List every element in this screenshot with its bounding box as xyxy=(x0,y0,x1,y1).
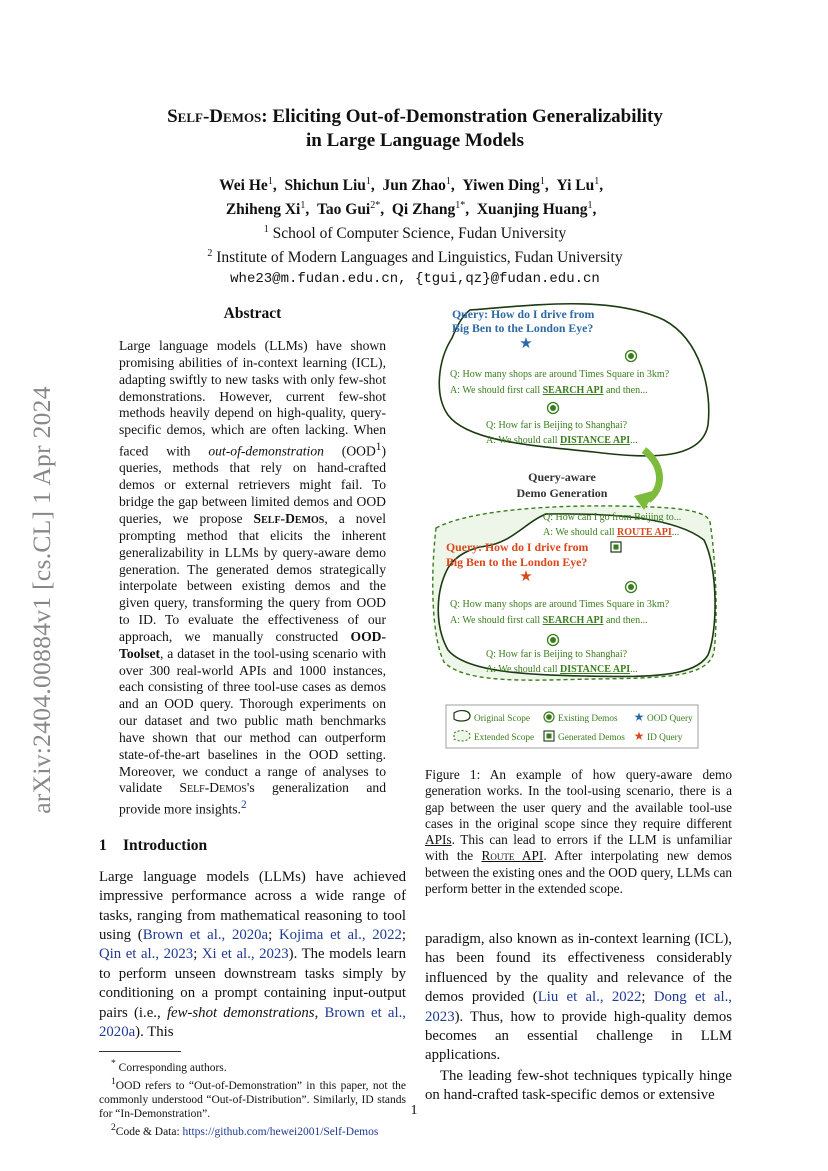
svg-text:Generated Demos: Generated Demos xyxy=(558,733,625,743)
ood-query-legend-icon: ★ xyxy=(633,710,645,724)
citation-link[interactable]: Dong et al., 2023 xyxy=(425,989,732,1025)
demo-answer: A: We should first call SEARCH API and then... xyxy=(450,385,648,396)
id-query-text: Query: How do I drive from xyxy=(446,540,589,554)
affiliation-2: $^2$ Institute of Modern Languages and Linguistics, Fudan University xyxy=(207,248,623,267)
footnote-1: $^1$OOD refers to “Out-of-Demonstration” in this paper, not the commonly understood “Out-of-Distribution”. Similarly, ID stands for “In-Demonstration”. xyxy=(99,1076,406,1120)
paragraph: paradigm, also known as in-context learning (ICL), has been found its effectiveness considerably influenced by the quality and relevance of the demos provided (Liu et al., 2022; Dong et al., 2023). Thus, how to provide high-quality demos becomes an essential challenge in LLM applications. xyxy=(425,931,732,1064)
generated-demo-answer: A: We should call ROUTE API... xyxy=(543,527,680,538)
citation-link[interactable]: Kojima et al., 2022 xyxy=(278,926,402,943)
left-column xyxy=(99,305,406,1139)
paper-title: Self-Demos: Eliciting Out-of-Demonstration Generalizability in Large Language Models xyxy=(167,106,663,151)
svg-text:OOD Query: OOD Query xyxy=(647,714,693,724)
ood-query-text: Query: How do I drive from xyxy=(452,307,595,321)
demo-question: Q: How far is Beijing to Shanghai? xyxy=(486,420,628,431)
footnotes xyxy=(99,1057,406,1138)
arrow-label: Query-aware xyxy=(528,470,596,484)
demo-question: Q: How many shops are around Times Square in 3km? xyxy=(450,369,670,380)
author-name: Shichun Liu$^1$ xyxy=(284,176,371,195)
citation-link[interactable]: Qin et al., 2023 xyxy=(99,946,194,963)
abstract-text: Large language models (LLMs) have shown promising abilities of in-context learning (ICL), adapting swiftly to new tasks with only few-shot demonstrations. However, current few-shot methods heavily depend on high-quality, query-specific demos, which are often lacking. When faced with out-of-demonstration (OOD$^1$) queries, methods that rely on hand-crafted demos or external retrievers might fail. To bridge the gap between limited demos and OOD queries, we propose Self-Demos, a novel prompting method that elicits the inherent generalizability in LLMs by query-aware demo generation. The generated demos strategically interpolate between existing demos and the given query, transforming the query from OOD to ID. To evaluate the effectiveness of our approach, we manually constructed OOD-Toolset, a dataset in the tool-using scenario with over 300 real-world APIs and 1000 instances, each consisting of three tool-use cases as demos and an OOD query. Thorough experiments on our dataset and two public math benchmarks have shown that our method can outperform state-of-the-art baselines in the OOD setting. Moreover, we conduct a range of analyses to validate Self-Demos's generalization and provide more insights.$^2$ xyxy=(119,338,386,817)
svg-text:Existing Demos: Existing Demos xyxy=(558,714,618,724)
author-emails: whe23@m.fudan.edu.cn, {tgui,qz}@fudan.edu.cn xyxy=(230,270,600,287)
page-number: 1 xyxy=(410,1103,418,1118)
demo-answer: A: We should call DISTANCE API... xyxy=(486,664,638,675)
figure-legend xyxy=(446,705,698,748)
arrow-label: Demo Generation xyxy=(516,486,608,500)
existing-demo-icon xyxy=(626,351,637,362)
demo-question: Q: How many shops are around Times Square in 3km? xyxy=(450,599,670,610)
demo-answer: A: We should call DISTANCE API... xyxy=(486,435,638,446)
author-name: Tao Gui$^{2*}$ xyxy=(316,200,381,219)
author-name: Xuanjing Huang$^1$ xyxy=(476,200,593,219)
citation-link[interactable]: Brown et al., 2020a xyxy=(99,1004,406,1040)
id-query-text: Big Ben to the London Eye? xyxy=(446,555,588,569)
author-name: Jun Zhao$^1$ xyxy=(382,176,451,195)
demo-question: Q: How far is Beijing to Shanghai? xyxy=(486,649,628,660)
author-name: Wei He$^1$ xyxy=(219,176,273,195)
arxiv-identifier: arXiv:2404.00884v1 [cs.CL] 1 Apr 2024 xyxy=(27,386,56,814)
figure-caption: Figure 1: An example of how query-aware demo generation works. In the tool-using scenario, there is a gap between the user query and the available tool-use cases in the original scope since they require different APIs. This can lead to errors if the LLM is unfamiliar with the Route API. After interpolating new demos between the existing ones and the OOD query, LLMs can perform better in the extended scope. xyxy=(425,767,732,897)
author-row-2: Zhiheng Xi$^1$, Tao Gui$^{2*}$, Qi Zhang$^{1*}$, Xuanjing Huang$^1$, xyxy=(225,200,605,219)
author-name: Yiwen Ding$^1$ xyxy=(462,176,545,195)
author-name: Yi Lu$^1$ xyxy=(556,176,600,195)
section-heading-introduction: 1 Introduction xyxy=(99,836,208,854)
id-query-legend-icon: ★ xyxy=(633,729,645,743)
author-block xyxy=(100,172,730,289)
footnote-rule xyxy=(99,1051,181,1052)
extended-scope-legend-icon xyxy=(454,731,470,741)
figure-1 xyxy=(426,300,732,755)
author-name: Qi Zhang$^{1*}$ xyxy=(391,200,466,219)
footnote-2: $^2$Code & Data: https://github.com/hewei2001/Self-Demos xyxy=(111,1122,379,1138)
star-icon: ★ xyxy=(519,569,533,585)
ood-query-text: Big Ben to the London Eye? xyxy=(452,321,594,335)
right-column-text xyxy=(425,930,732,1106)
citation-link[interactable]: Xi et al., 2023 xyxy=(201,946,289,963)
paragraph: The leading few-shot techniques typically hinge on hand-crafted task-specific demos or extensive xyxy=(425,1067,732,1104)
author-row-1: Wei He$^1$, Shichun Liu$^1$, Jun Zhao$^1$, Yiwen Ding$^1$, Yi Lu$^1$, xyxy=(219,176,611,195)
footnote-corresponding: * Corresponding authors. xyxy=(111,1058,227,1075)
svg-text:Original Scope: Original Scope xyxy=(474,714,531,724)
svg-text:ID Query: ID Query xyxy=(647,733,683,743)
existing-demo-icon xyxy=(548,403,559,414)
svg-text:Extended Scope: Extended Scope xyxy=(474,733,535,743)
author-name: Zhiheng Xi$^1$ xyxy=(225,200,306,219)
star-icon: ★ xyxy=(519,336,533,352)
code-link[interactable]: https://github.com/hewei2001/Self-Demos xyxy=(182,1125,379,1138)
citation-link[interactable]: Brown et al., 2020a xyxy=(142,926,269,943)
introduction-text: Large language models (LLMs) have achieved impressive performance across a wide range of tasks, ranging from mathematical reasoning to tool using (Brown et al., 2020a; Kojima et al., 2022; Qin et al., 2023; Xi et al., 2023). The models learn to perform unseen downstream tasks simply by conditioning on a prompt containing input-output pairs (i.e., few-shot demonstrations, Brown et al., 2020a). This xyxy=(99,868,407,1040)
citation-link[interactable]: Liu et al., 2022 xyxy=(537,989,642,1006)
demo-answer: A: We should first call SEARCH API and then... xyxy=(450,615,648,626)
affiliation-1: $^1$ School of Computer Science, Fudan University xyxy=(263,224,567,243)
generated-demo-question: Q: How can I go from Beijing to... xyxy=(543,512,682,523)
abstract-heading: Abstract xyxy=(223,305,282,322)
